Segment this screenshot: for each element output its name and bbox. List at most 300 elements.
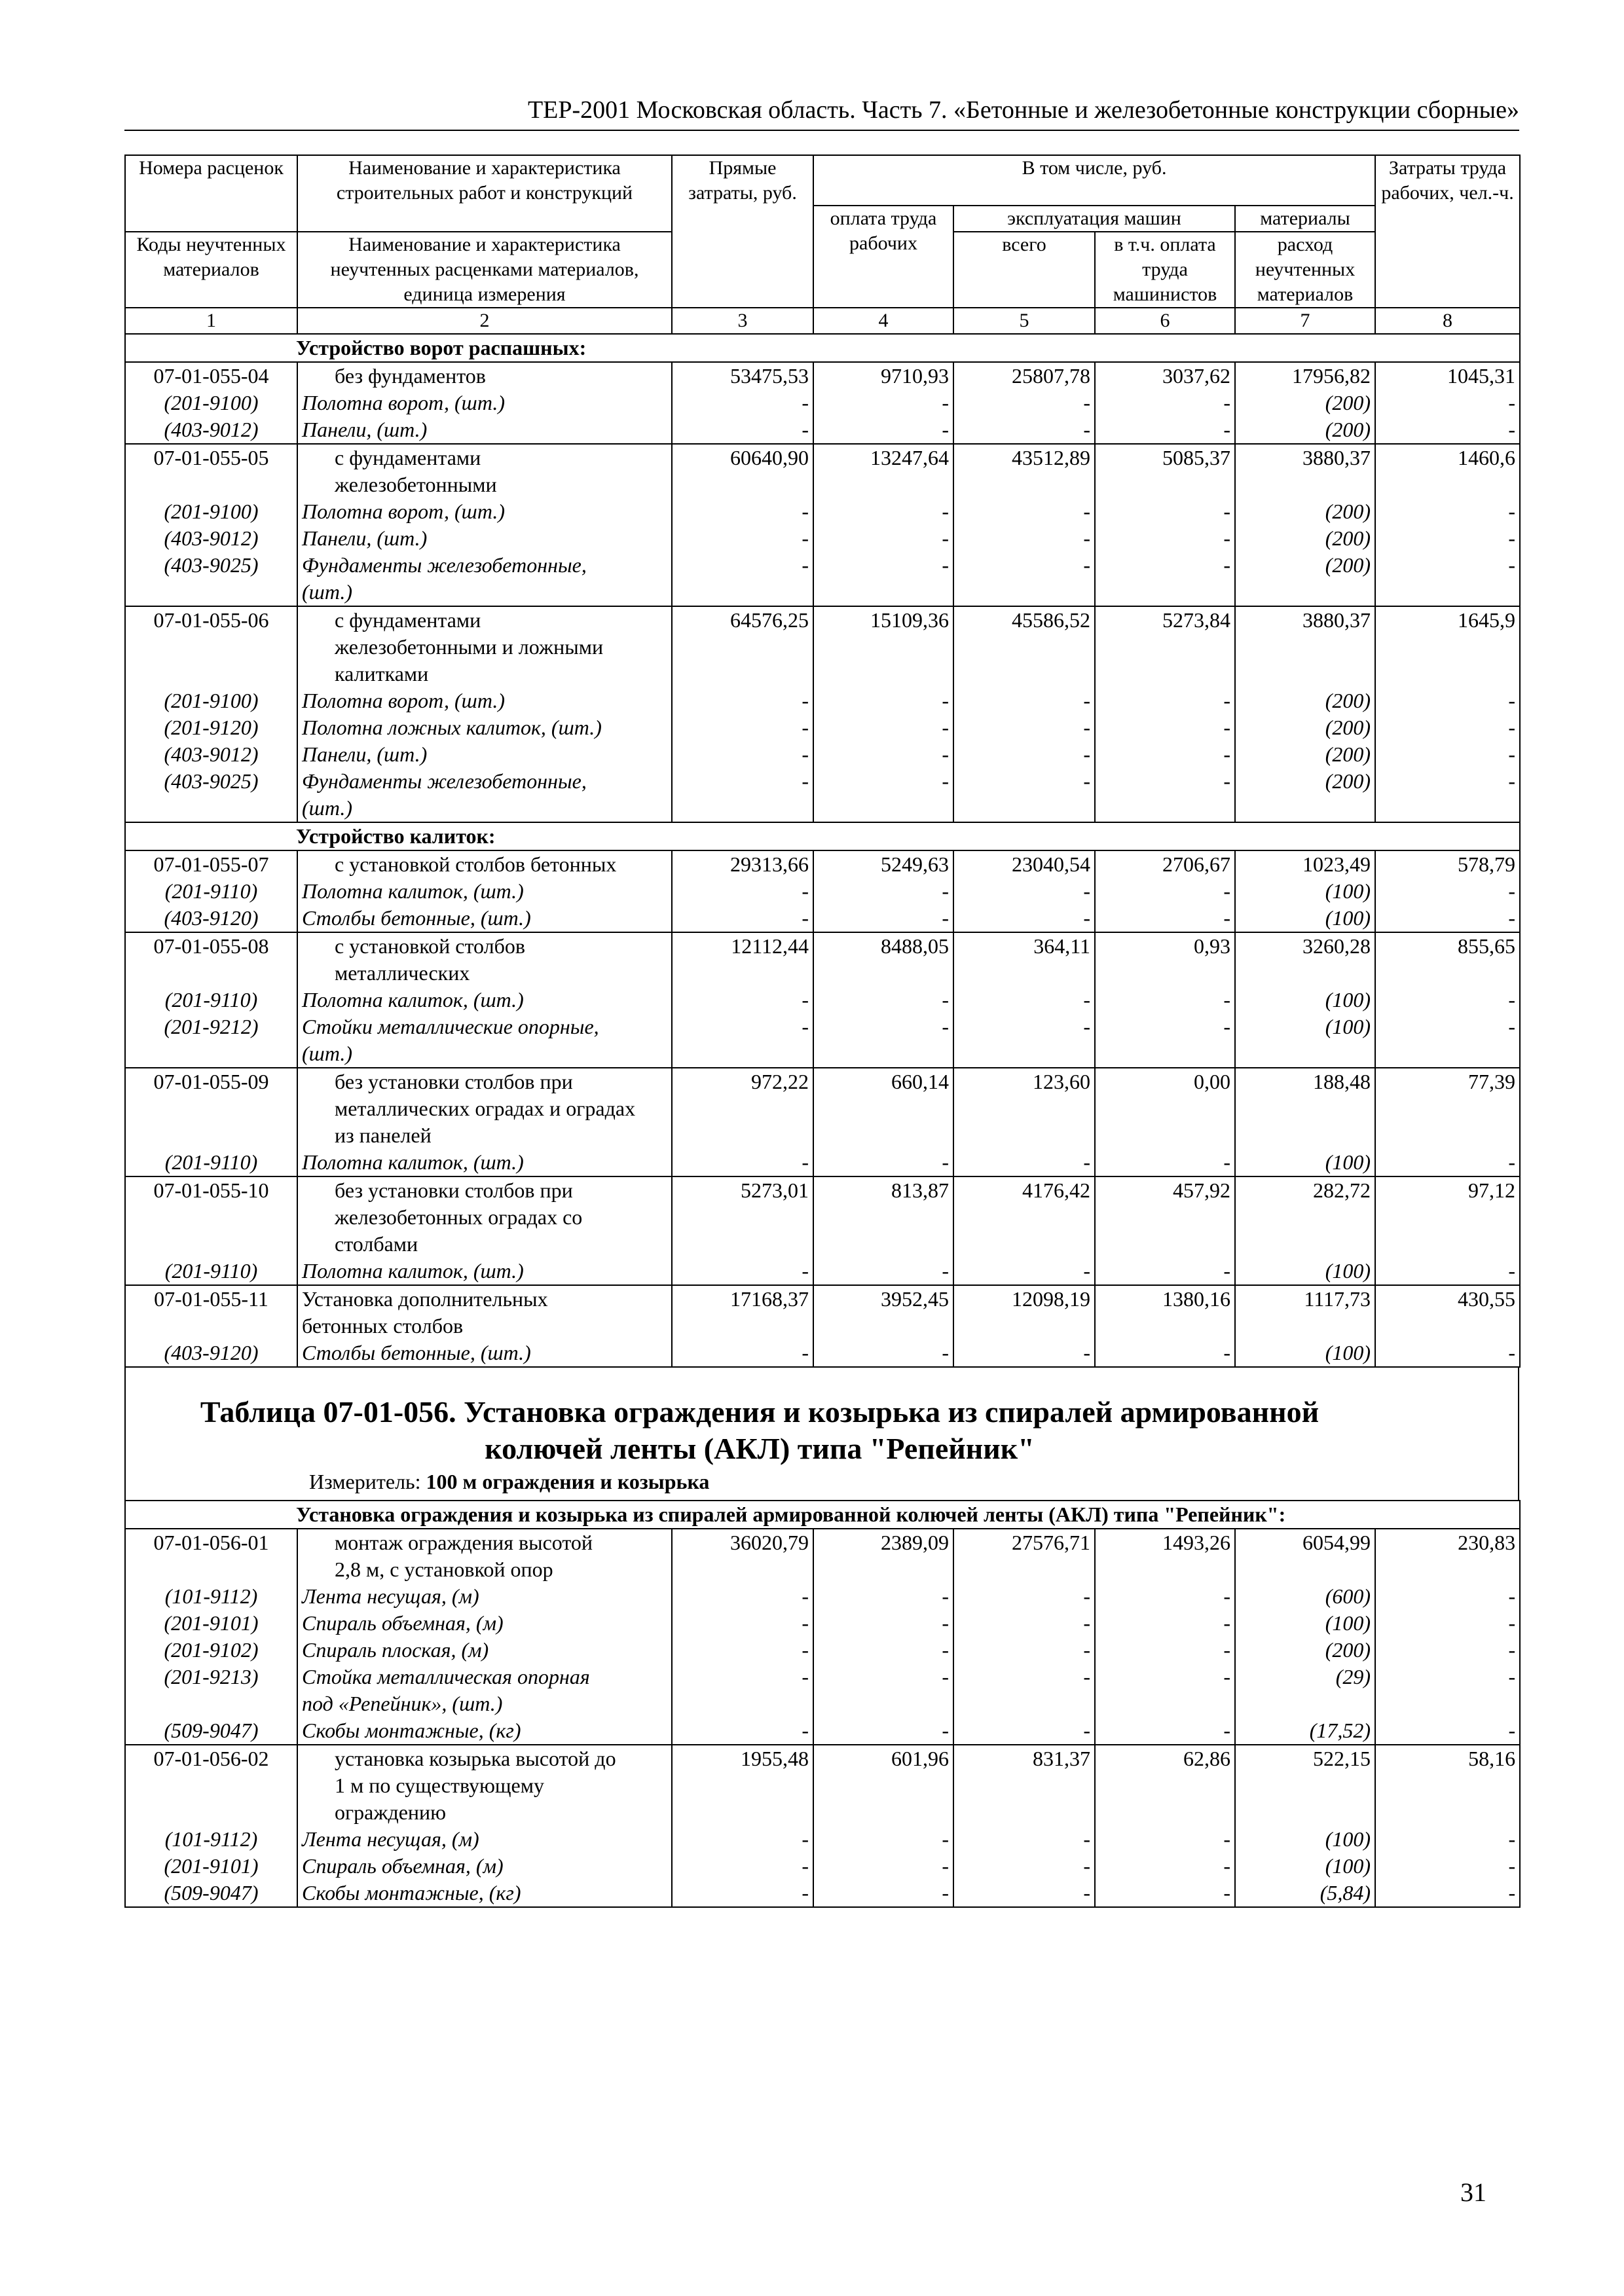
empty-value-dash: - [1095,416,1235,444]
materials-cost-value: 3880,37 [1235,606,1375,687]
material-name-line: Спираль объемная, (м) [302,1854,504,1878]
worker-pay-value: 5249,63 [813,850,953,878]
empty-value-dash: - [953,1013,1095,1068]
worker-pay-value: 2389,09 [813,1529,953,1583]
empty-value-dash: - [672,741,813,768]
empty-value-dash: - [672,987,813,1013]
material-code: (201-9120) [125,714,297,741]
material-code: (509-9047) [125,1880,297,1907]
material-code: (201-9101) [125,1610,297,1637]
col-header-rate-numbers: Номера расценок [125,155,297,206]
material-quantity: (100) [1235,1610,1375,1637]
material-row [125,1258,1520,1285]
worker-pay-value: 8488,05 [813,932,953,987]
empty-value-dash: - [1095,1610,1235,1637]
material-quantity: (100) [1235,1258,1375,1285]
empty-value-dash: - [1095,1258,1235,1285]
material-quantity: (100) [1235,1149,1375,1176]
material-name-line: Стойка металлическая опорная [302,1665,590,1688]
material-row [125,905,1520,932]
direct-costs-value: 53475,53 [672,362,813,390]
materials-cost-value: 1023,49 [1235,850,1375,878]
empty-value-dash: - [672,1637,813,1664]
material-name-line: Фундаменты железобетонные, [302,769,587,793]
machines-total-value: 831,37 [953,1745,1095,1826]
worker-pay-value: 13247,64 [813,444,953,498]
material-quantity: (100) [1235,1013,1375,1068]
material-code: (403-9025) [125,768,297,822]
material-name [297,714,672,741]
col-header-worker-pay: оплата труда рабочих [813,206,953,308]
empty-value-dash: - [1375,1258,1520,1285]
material-row [125,416,1520,444]
material-name-line: Фундаменты железобетонные, [302,553,587,577]
material-name [297,905,672,932]
material-name-line: (шт.) [302,1042,352,1065]
empty-value-dash: - [1375,768,1520,822]
empty-value-dash: - [813,1664,953,1717]
running-header: ТЕР-2001 Московская область. Часть 7. «Бетонные и железобетонные конструкции сборные» [527,96,1519,124]
column-number-row [125,308,1520,334]
col-header-including: В том числе, руб. [813,155,1375,206]
material-name [297,1149,672,1176]
material-name [297,1880,672,1907]
empty-value-dash: - [1095,498,1235,525]
material-row [125,1637,1520,1664]
empty-value-dash: - [953,1717,1095,1745]
material-name [297,1258,672,1285]
empty-value-dash: - [1375,416,1520,444]
material-name [297,1339,672,1367]
empty-value-dash: - [1095,390,1235,416]
col-number: 8 [1375,308,1520,334]
empty-value-dash: - [1375,714,1520,741]
section-title: Устройство ворот распашных: [125,334,1520,362]
rate-name [297,444,672,498]
rate-name-line: без установки столбов при [335,1070,573,1093]
rate-name-line: железобетонными и ложными [335,635,604,659]
labor-hours-value: 230,83 [1375,1529,1520,1583]
rate-code: 07-01-055-08 [125,932,297,987]
table-title-line-1: Таблица 07-01-056. Установка ограждения и козырька из спиралей армированной [200,1395,1320,1429]
empty-value-dash: - [1375,987,1520,1013]
empty-value-dash: - [953,552,1095,606]
empty-value-dash: - [672,905,813,932]
material-code: (403-9120) [125,905,297,932]
col-number: 3 [672,308,813,334]
material-name [297,1717,672,1745]
direct-costs-value: 5273,01 [672,1176,813,1258]
empty-value-dash: - [953,498,1095,525]
materials-cost-value: 3880,37 [1235,444,1375,498]
labor-hours-value: 430,55 [1375,1285,1520,1339]
empty-value-dash: - [1095,878,1235,905]
material-code: (101-9112) [125,1826,297,1853]
col-number: 7 [1235,308,1375,334]
labor-hours-value: 1645,9 [1375,606,1520,687]
material-name-line: (шт.) [302,796,352,820]
material-quantity: (200) [1235,741,1375,768]
materials-cost-value: 6054,99 [1235,1529,1375,1583]
rate-name-line: бетонных столбов [302,1314,464,1338]
empty-value-dash: - [953,987,1095,1013]
empty-value-dash: - [813,768,953,822]
machines-total-value: 123,60 [953,1068,1095,1149]
rate-name-line: установка козырька высотой до [335,1747,616,1770]
empty-value-dash: - [813,741,953,768]
empty-value-dash: - [672,1339,813,1367]
material-code: (201-9213) [125,1664,297,1717]
header-row-2 [125,206,1520,232]
rate-name-line: с установкой столбов бетонных [335,852,617,876]
material-code: (201-9110) [125,987,297,1013]
empty-value-dash: - [953,687,1095,714]
empty-value-dash: - [1095,1013,1235,1068]
empty-value-dash: - [672,1258,813,1285]
empty-value-dash: - [1095,714,1235,741]
empty-value-dash: - [672,1826,813,1853]
material-quantity: (100) [1235,905,1375,932]
empty-value-dash: - [813,687,953,714]
measure-unit [126,1467,1518,1500]
material-code: (509-9047) [125,1717,297,1745]
rate-row [125,1529,1520,1583]
empty-value-dash: - [1375,1826,1520,1853]
rate-name-line: с фундаментами [335,608,481,632]
material-name [297,1610,672,1637]
operator-pay-value: 3037,62 [1095,362,1235,390]
empty-value-dash: - [953,1583,1095,1610]
empty-value-dash: - [672,1583,813,1610]
col-header-material-names: Наименование и характеристика неучтенных расценками материалов, единица измерения [297,232,672,308]
material-code: (201-9101) [125,1853,297,1880]
rates-table-wrapper [124,155,1519,1908]
rate-name [297,1745,672,1826]
material-code: (403-9012) [125,416,297,444]
empty-value-dash: - [953,1664,1095,1717]
empty-value-dash: - [813,1583,953,1610]
material-name [297,1013,672,1068]
rate-name-line: столбами [335,1232,418,1256]
material-row [125,768,1520,822]
material-quantity: (100) [1235,1339,1375,1367]
empty-value-dash: - [813,1853,953,1880]
empty-value-dash: - [953,1880,1095,1907]
material-row [125,987,1520,1013]
material-quantity: (100) [1235,1853,1375,1880]
rate-row [125,850,1520,878]
rate-name-line: Установка дополнительных [302,1287,548,1311]
machines-total-value: 12098,19 [953,1285,1095,1339]
empty-value-dash: - [953,714,1095,741]
empty-value-dash: - [953,1826,1095,1853]
material-name-line: Полотна калиток, (шт.) [302,1259,524,1283]
material-quantity: (100) [1235,878,1375,905]
operator-pay-value: 62,86 [1095,1745,1235,1826]
empty-value-dash: - [1095,1880,1235,1907]
worker-pay-value: 660,14 [813,1068,953,1149]
empty-value-dash: - [1095,687,1235,714]
empty-value-dash: - [1375,525,1520,552]
machines-total-value: 45586,52 [953,606,1095,687]
direct-costs-value: 17168,37 [672,1285,813,1339]
material-name-line: Полотна ворот, (шт.) [302,391,505,414]
empty-value-dash: - [1375,1880,1520,1907]
material-row [125,498,1520,525]
empty-value-dash: - [1375,741,1520,768]
rate-code: 07-01-056-01 [125,1529,297,1583]
rate-name-line: железобетонными [335,473,497,496]
material-name-line: Лента несущая, (м) [302,1584,479,1608]
rate-code: 07-01-055-10 [125,1176,297,1258]
direct-costs-value: 1955,48 [672,1745,813,1826]
empty-value-dash: - [953,1258,1095,1285]
empty-value-dash: - [1375,878,1520,905]
material-quantity: (200) [1235,687,1375,714]
material-name [297,390,672,416]
empty-value-dash: - [672,768,813,822]
worker-pay-value: 3952,45 [813,1285,953,1339]
empty-value-dash: - [953,416,1095,444]
worker-pay-value: 15109,36 [813,606,953,687]
measure-value: 100 м ограждения и козырька [426,1470,710,1493]
empty-value-dash: - [813,1339,953,1367]
material-name-line: Спираль плоская, (м) [302,1638,489,1662]
direct-costs-value: 972,22 [672,1068,813,1149]
col-header-unaccounted-materials: расход неучтенных материалов [1235,232,1375,308]
empty-value-dash: - [672,1853,813,1880]
material-quantity: (100) [1235,1826,1375,1853]
empty-value-dash: - [1375,1610,1520,1637]
machines-total-value: 27576,71 [953,1529,1095,1583]
empty-value-dash: - [1375,1583,1520,1610]
material-quantity: (200) [1235,768,1375,822]
direct-costs-value: 12112,44 [672,932,813,987]
material-name [297,741,672,768]
empty-value-dash: - [953,1637,1095,1664]
material-name [297,768,672,822]
empty-value-dash: - [1095,768,1235,822]
machines-total-value: 364,11 [953,932,1095,987]
material-name [297,1583,672,1610]
material-quantity: (200) [1235,498,1375,525]
empty-value-dash: - [672,552,813,606]
material-quantity: (200) [1235,1637,1375,1664]
empty-value-dash: - [953,905,1095,932]
worker-pay-value: 9710,93 [813,362,953,390]
empty-value-dash: - [813,1637,953,1664]
material-row [125,552,1520,606]
col-header-materials: материалы [1235,206,1375,232]
empty-value-dash: - [1095,1664,1235,1717]
material-code: (201-9110) [125,1258,297,1285]
material-code: (201-9100) [125,390,297,416]
material-row [125,390,1520,416]
empty-value-dash: - [672,390,813,416]
material-name-line: Спираль объемная, (м) [302,1611,504,1635]
empty-value-dash: - [1095,1853,1235,1880]
material-name [297,1853,672,1880]
empty-value-dash: - [813,525,953,552]
empty-value-dash: - [1375,687,1520,714]
empty-value-dash: - [813,498,953,525]
empty-value-dash: - [953,741,1095,768]
material-name [297,687,672,714]
rate-row [125,932,1520,987]
empty-value-dash: - [953,1149,1095,1176]
rate-name-line: из панелей [335,1123,432,1147]
rate-name-line: железобетонных оградах со [335,1205,583,1229]
table-title [126,1368,1518,1467]
empty-value-dash: - [1095,525,1235,552]
table-title-line-2: колючей ленты (АКЛ) типа "Репейник" [485,1432,1035,1465]
rate-name-line: без фундаментов [335,364,486,388]
worker-pay-value: 813,87 [813,1176,953,1258]
operator-pay-value: 2706,67 [1095,850,1235,878]
material-name-line: Стойки металлические опорные, [302,1015,599,1038]
rate-row [125,1176,1520,1258]
material-quantity: (200) [1235,714,1375,741]
material-quantity: (600) [1235,1583,1375,1610]
empty-value-dash: - [1095,1826,1235,1853]
material-name-line: Панели, (шт.) [302,742,428,766]
col-number: 2 [297,308,672,334]
section-title: Установка ограждения и козырька из спиралей армированной колючей ленты (АКЛ) типа "Репейник": [125,1501,1520,1529]
rate-name-line: 1 м по существующему [335,1774,544,1797]
empty-value-dash: - [1095,1583,1235,1610]
materials-cost-value: 522,15 [1235,1745,1375,1826]
empty-value-dash: - [1375,552,1520,606]
operator-pay-value: 457,92 [1095,1176,1235,1258]
material-row [125,1717,1520,1745]
empty-value-dash: - [813,1610,953,1637]
material-row [125,1339,1520,1367]
worker-pay-value: 601,96 [813,1745,953,1826]
material-quantity: (100) [1235,987,1375,1013]
empty-value-dash: - [813,1258,953,1285]
material-quantity: (200) [1235,525,1375,552]
material-code: (201-9110) [125,1149,297,1176]
empty-value-dash: - [1375,1339,1520,1367]
material-quantity: (29) [1235,1664,1375,1717]
rate-code: 07-01-055-04 [125,362,297,390]
empty-value-dash: - [1375,1013,1520,1068]
empty-value-dash: - [813,987,953,1013]
material-row [125,1610,1520,1637]
rate-code: 07-01-055-11 [125,1285,297,1339]
empty-value-dash: - [1095,1637,1235,1664]
material-code: (403-9120) [125,1339,297,1367]
direct-costs-value: 64576,25 [672,606,813,687]
rate-code: 07-01-055-05 [125,444,297,498]
rate-name [297,850,672,878]
empty-value-dash: - [1095,905,1235,932]
rate-code: 07-01-055-09 [125,1068,297,1149]
material-quantity: (200) [1235,552,1375,606]
labor-hours-value: 1460,6 [1375,444,1520,498]
empty-value-dash: - [1095,1339,1235,1367]
machines-total-value: 23040,54 [953,850,1095,878]
rate-name [297,606,672,687]
labor-hours-value: 578,79 [1375,850,1520,878]
material-name [297,525,672,552]
direct-costs-value: 60640,90 [672,444,813,498]
rate-name [297,362,672,390]
materials-cost-value: 17956,82 [1235,362,1375,390]
empty-value-dash: - [1375,390,1520,416]
empty-value-dash: - [953,390,1095,416]
labor-hours-value: 1045,31 [1375,362,1520,390]
section-title-row [125,334,1520,362]
material-name-line: Полотна калиток, (шт.) [302,1150,524,1174]
rate-name [297,932,672,987]
machines-total-value: 43512,89 [953,444,1095,498]
material-quantity: (17,52) [1235,1717,1375,1745]
material-code: (201-9212) [125,1013,297,1068]
material-name-line: Полотна ворот, (шт.) [302,689,505,712]
empty-value-dash: - [1095,1149,1235,1176]
col-header-direct-costs: Прямые затраты, руб. [672,155,813,308]
rate-code: 07-01-055-07 [125,850,297,878]
rate-name [297,1068,672,1149]
material-name [297,1664,672,1717]
rate-name [297,1176,672,1258]
col-number: 1 [125,308,297,334]
col-header-machines-total: всего [953,232,1095,308]
material-code: (201-9102) [125,1637,297,1664]
empty-value-dash: - [813,390,953,416]
empty-value-dash: - [953,1610,1095,1637]
empty-value-dash: - [1095,1717,1235,1745]
empty-value-dash: - [813,552,953,606]
rate-name-line: монтаж ограждения высотой [335,1531,593,1554]
material-row [125,714,1520,741]
col-number: 4 [813,308,953,334]
material-name-line: Лента несущая, (м) [302,1827,479,1851]
empty-value-dash: - [813,1013,953,1068]
rates-table-07-01-056 [124,1500,1521,1908]
material-row [125,1583,1520,1610]
rate-name [297,1285,672,1339]
col-number: 6 [1095,308,1235,334]
col-header-machines: эксплуатация машин [953,206,1235,232]
col-header-labor-costs: Затраты труда рабочих, чел.-ч. [1375,155,1520,308]
material-name-line: Скобы монтажные, (кг) [302,1719,521,1742]
machines-total-value: 25807,78 [953,362,1095,390]
empty-value-dash: - [1375,905,1520,932]
empty-value-dash: - [672,714,813,741]
material-name [297,1826,672,1853]
material-name [297,878,672,905]
material-row [125,1013,1520,1068]
materials-cost-value: 1117,73 [1235,1285,1375,1339]
material-quantity: (5,84) [1235,1880,1375,1907]
material-row [125,1853,1520,1880]
material-quantity: (200) [1235,390,1375,416]
empty-value-dash: - [1375,1149,1520,1176]
empty-value-dash: - [672,498,813,525]
empty-value-dash: - [672,525,813,552]
empty-value-dash: - [672,1610,813,1637]
rate-code: 07-01-055-06 [125,606,297,687]
material-name-line: Полотна ворот, (шт.) [302,500,505,523]
material-name-line: Панели, (шт.) [302,418,428,441]
material-row [125,1880,1520,1907]
material-code: (403-9012) [125,741,297,768]
machines-total-value: 4176,42 [953,1176,1095,1258]
empty-value-dash: - [953,1853,1095,1880]
material-name [297,987,672,1013]
